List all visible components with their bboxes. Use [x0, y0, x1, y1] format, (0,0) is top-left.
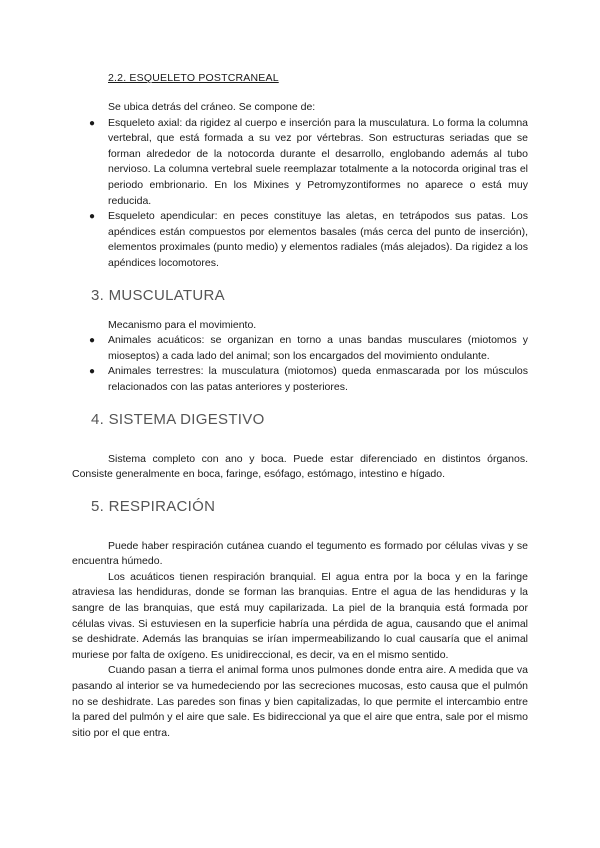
esqueleto-list — [72, 116, 528, 272]
section-heading-respiracion: 5. RESPIRACIÓN — [91, 497, 216, 515]
bullet-icon: ● — [89, 117, 96, 129]
list-item-text: Esqueleto axial: da rigidez al cuerpo e inserción para la musculatura. Lo forma la columna vertebral, que está formada a su vez por vértebras. Son estructuras seriadas que se forman alrededor de la notocorda durante el desarrollo, englobando además al tubo nervioso. La columna vertebral suele reemplazar totalmente a la notocorda original tras el periodo embrionario. En los Mixines y Petromyzontiformes no aparece o está muy reducida. — [108, 116, 528, 207]
list-item-text: Esqueleto apendicular: en peces constituye las aletas, en tetrápodos sus patas. Los apéndices están compuestos por elementos basales (más cerca del punto de inserción), elementos proximales (punto medio) y elementos radiales (más alejados). Da rigidez a los apéndices locomotores. — [108, 210, 528, 269]
respiracion-paragraph-2: Los acuáticos tienen respiración branquial. El agua entra por la boca y en la faringe atraviesa las hendiduras, donde se forman las branquias. Entre el agua de las hendiduras y la sangre de las branquias, que está muy capilarizada. La piel de la branquia está formada por células vivas. Si estuviesen en la superficie habría una pérdida de agua, causando que el animal se deshidrate. Además las branquias se irían impermeabilizando lo cual causaría que el animal muriese por falta de oxígeno. Es unidireccional, es decir, va en el mismo sentido. — [72, 570, 528, 661]
respiracion-paragraph-3: Cuando pasan a tierra el animal forma unos pulmones donde entra aire. A medida que va pasando al interior se va humedeciendo por las secreciones mucosas, esto causa que el pulmón no se deshidrate. Las paredes son finas y bien capitalizadas, lo que permite el intercambio entre la pared del pulmón y el aire que sale. Es bidireccional ya que el aire que entra, sale por el mismo sitio por el que entra. — [72, 664, 528, 739]
respiracion-paragraph-1: Puede haber respiración cutánea cuando el tegumento es formado por células vivas y se encuentra húmedo. — [72, 539, 528, 568]
musculatura-list — [72, 333, 528, 395]
bullet-icon: ● — [89, 335, 96, 347]
subsection-heading-esqueleto-postcraneal: 2.2. ESQUELETO POSTCRANEAL — [108, 72, 279, 84]
esqueleto-intro: Se ubica detrás del cráneo. Se compone de: — [108, 101, 316, 113]
bullet-icon: ● — [89, 366, 96, 378]
list-item — [72, 333, 528, 364]
list-item-text: Animales terrestres: la musculatura (miotomos) queda enmascarada por los músculos relacionados con las patas anteriores y posteriores. — [108, 365, 528, 393]
list-item — [72, 364, 528, 395]
list-item — [72, 209, 528, 271]
list-item — [72, 116, 528, 210]
list-item-text: Animales acuáticos: se organizan en torno a unas bandas musculares (miotomos y mioseptos) a cada lado del animal; son los encargados del movimiento ondulante. — [108, 334, 528, 362]
section-heading-musculatura: 3. MUSCULATURA — [91, 286, 225, 304]
document-content — [72, 71, 528, 741]
musculatura-intro: Mecanismo para el movimiento. — [108, 318, 257, 331]
digestivo-paragraph: Sistema completo con ano y boca. Puede estar diferenciado en distintos órganos. Consiste generalmente en boca, faringe, esófago, estómago, intestino e hígado. — [72, 452, 528, 481]
section-heading-sistema-digestivo: 4. SISTEMA DIGESTIVO — [91, 410, 265, 428]
bullet-icon: ● — [89, 211, 96, 223]
